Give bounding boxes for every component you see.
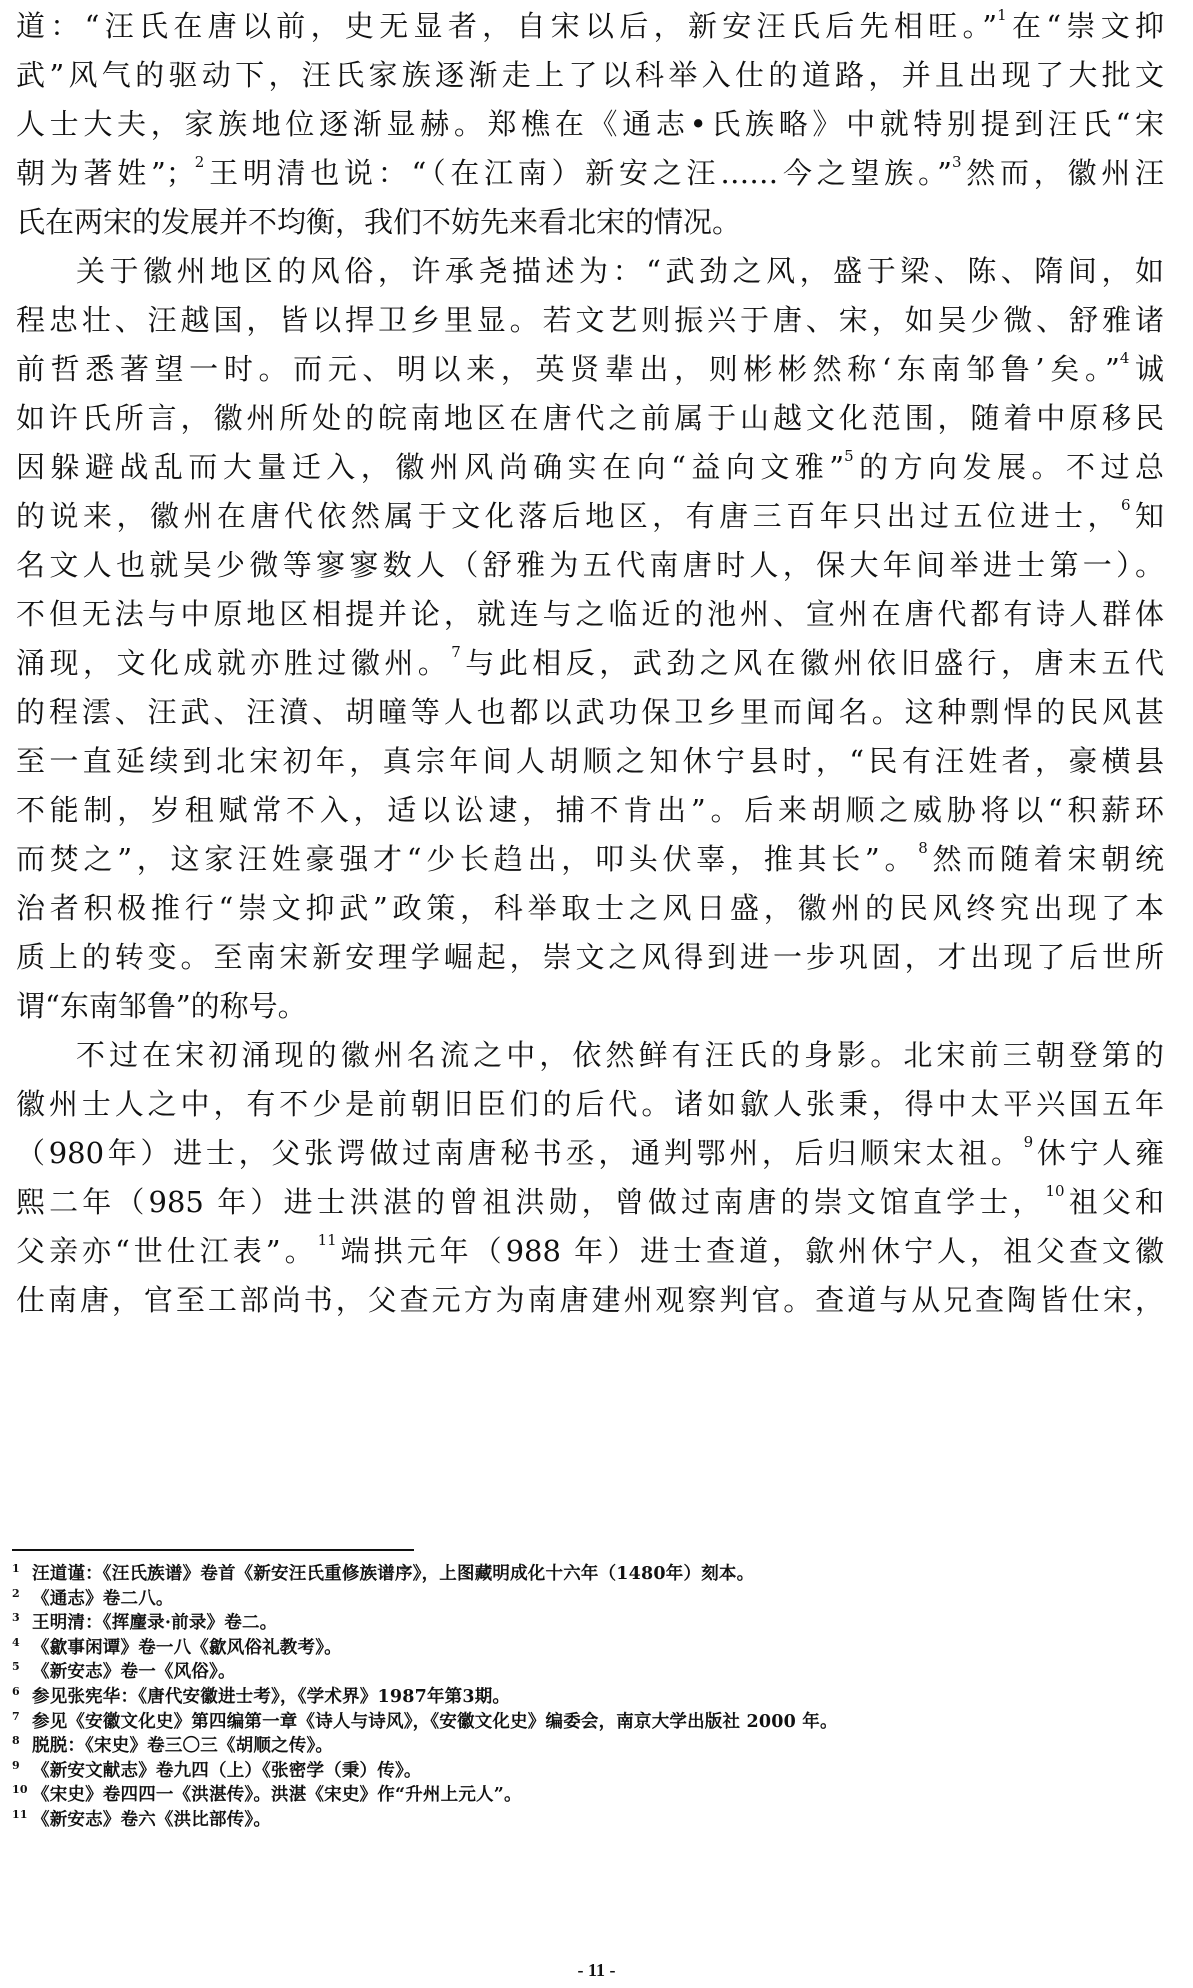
line-text: 祖父和 (1064, 1185, 1164, 1219)
body-line (16, 447, 1164, 496)
footnote-text: 王明清：《挥麈录·前录》卷二。 (32, 1613, 278, 1634)
footnote-number: 3 (12, 1611, 20, 1625)
line-text: 道：“汪氏在唐以前，史无显者，自宋以后，新安汪氏后先相旺。” (16, 9, 998, 43)
footnote-text: 参见张宪华：《唐代安徽进士考》，《学术界》1987年第3期。 (32, 1686, 511, 1707)
body-line (16, 1231, 1164, 1280)
body-line (16, 1280, 1164, 1329)
footnote-text: 《宋史》卷四四一《洪湛传》。洪湛《宋史》作“升州上元人”。 (32, 1785, 522, 1806)
footnote-ref[interactable]: 1 (997, 6, 1007, 24)
line-text: 与此相反，武劲之风在徽州依旧盛行，唐末五代 (460, 646, 1164, 680)
footnote-ref[interactable]: 11 (317, 1231, 337, 1249)
line-text: 朝为著姓”； (16, 156, 195, 190)
body-line (16, 1133, 1164, 1182)
body-line (16, 986, 1164, 1035)
body-text (16, 6, 1164, 1329)
footnote-number: 9 (12, 1758, 20, 1772)
line-text: 王明清也说：“（在江南）新安之汪……今之望族。” (204, 156, 953, 190)
body-line (16, 1035, 1164, 1084)
body-line (16, 839, 1164, 888)
line-text: 因躲避战乱而大量迁入，徽州风尚确实在向“益向文雅” (16, 450, 845, 484)
line-text: 至一直延续到北宋初年，真宗年间人胡顺之知休宁县时，“民有汪姓者，豪横县 (16, 744, 1164, 778)
line-text: 质上的转变。至南宋新安理学崛起，崇文之风得到进一步巩固，才出现了后世所 (16, 940, 1164, 974)
line-text: 氏在两宋的发展并不均衡，我们不妨先来看北宋的情况。 (16, 205, 742, 239)
footnote-number: 1 (12, 1562, 20, 1575)
line-text: 不过在宋初涌现的徽州名流之中，依然鲜有汪氏的身影。北宋前三朝登第的 (76, 1038, 1164, 1072)
line-text: 谓“东南邹鲁”的称号。 (16, 989, 307, 1023)
footnotes (12, 1562, 1172, 1833)
line-text: 的说来，徽州在唐代依然属于文化落后地区，有唐三百年只出过五位进士， (16, 499, 1121, 533)
footnote-text: 脱脱：《宋史》卷三〇三《胡顺之传》。 (32, 1736, 334, 1757)
body-line (16, 104, 1164, 153)
line-text: 武”风气的驱动下，汪氏家族逐渐走上了以科举入仕的道路，并且出现了大批文 (16, 58, 1164, 92)
footnote (12, 1734, 1172, 1759)
body-line (16, 153, 1164, 202)
body-line (16, 398, 1164, 447)
footnote-number: 11 (12, 1807, 28, 1821)
footnote (12, 1587, 1172, 1612)
page-number: - 11 - (577, 1960, 616, 1980)
footnote (12, 1660, 1172, 1685)
footnote-ref[interactable]: 3 (952, 153, 962, 171)
footnote-ref[interactable]: 4 (1119, 349, 1130, 367)
footnote-number: 5 (12, 1660, 20, 1674)
line-text: 休宁人雍 (1033, 1136, 1164, 1170)
footnote-text: 汪道谨：《汪氏族谱》卷首《新安汪氏重修族谱序》，上图藏明成化十六年（1480年）刻本。 (32, 1564, 755, 1584)
line-text: 名文人也就吴少微等寥寥数人（舒雅为五代南唐时人，保大年间举进士第一）。 (16, 548, 1164, 582)
line-text: 的程澐、汪武、汪濆、胡曈等人也都以武功保卫乡里而闻名。这种剽悍的民风甚 (16, 695, 1164, 729)
line-text: 如许氏所言，徽州所处的皖南地区在唐代之前属于山越文化范围，随着中原移民 (16, 401, 1164, 435)
footnote (12, 1710, 1172, 1735)
footnote-number: 10 (12, 1783, 28, 1797)
footnote-text: 《歙事闲谭》卷一八《歙风俗礼教考》。 (32, 1637, 342, 1658)
footnote-divider (12, 1549, 414, 1551)
body-line (16, 888, 1164, 937)
body-line (16, 741, 1164, 790)
footnote-text: 《通志》卷二八。 (32, 1588, 174, 1609)
line-text: 程忠壮、汪越国，皆以捍卫乡里显。若文艺则振兴于唐、宋，如吴少微、舒雅诸 (16, 303, 1164, 337)
body-line (16, 594, 1164, 643)
footnote-number: 4 (12, 1635, 20, 1649)
line-text: 而焚之”，这家汪姓豪强才“少长趋出，叩头伏辜，推其长”。 (16, 842, 919, 876)
line-text: 知 (1130, 499, 1164, 533)
line-text: 人士大夫，家族地位逐渐显赫。郑樵在《通志•氏族略》中就特别提到汪氏“宋 (16, 107, 1164, 141)
footnote-text: 《新安志》卷一《风俗》。 (32, 1662, 236, 1683)
footnote-text: 参见《安徽文化史》第四编第一章《诗人与诗风》，《安徽文化史》编委会，南京大学出版社 2000 年。 (32, 1711, 838, 1732)
line-text: 然而，徽州汪 (961, 156, 1165, 190)
body-line (16, 545, 1164, 594)
line-text: 前哲悉著望一时。而元、明以来，英贤辈出，则彬彬然称‘东南邹鲁’矣。” (16, 352, 1120, 386)
footnote-number: 6 (12, 1684, 20, 1698)
line-text: 父亲亦“世仕江表”。 (16, 1234, 318, 1268)
body-line (16, 6, 1164, 55)
footnote-ref[interactable]: 9 (1023, 1133, 1034, 1151)
line-text: 诚 (1129, 352, 1164, 386)
line-text: 关于徽州地区的风俗，许承尧描述为：“武劲之风，盛于梁、陈、隋间，如 (76, 254, 1164, 288)
body-line (16, 55, 1164, 104)
body-line (16, 643, 1164, 692)
footnote-number: 7 (12, 1709, 20, 1723)
footnote-text: 《新安志》卷六《洪比部传》。 (32, 1809, 272, 1830)
footnote (12, 1562, 1172, 1587)
line-text: 涌现，文化成就亦胜过徽州。 (16, 646, 452, 680)
line-text: 端拱元年（988 年）进士查道，歙州休宁人，祖父查文徽 (336, 1234, 1164, 1268)
body-line (16, 937, 1164, 986)
footnote-ref[interactable]: 7 (451, 643, 461, 661)
body-line (16, 1084, 1164, 1133)
footnote (12, 1611, 1172, 1636)
line-text: 然而随着宋朝统 (927, 842, 1164, 876)
line-text: 治者积极推行“崇文抑武”政策，科举取士之风日盛，徽州的民风终究出现了本 (16, 891, 1164, 925)
body-line (16, 692, 1164, 741)
body-line (16, 251, 1164, 300)
line-text: （980年）进士，父张谔做过南唐秘书丞，通判鄂州，后归顺宋太祖。 (16, 1136, 1024, 1170)
body-line (16, 202, 1164, 251)
footnote-number: 2 (12, 1586, 20, 1600)
footnote (12, 1759, 1172, 1784)
body-line (16, 496, 1164, 545)
footnote-ref[interactable]: 6 (1120, 496, 1131, 514)
footnote-number: 8 (12, 1734, 20, 1748)
line-text: 徽州士人之中，有不少是前朝旧臣们的后代。诸如歙人张秉，得中太平兴国五年 (16, 1087, 1164, 1121)
footnote-ref[interactable]: 10 (1045, 1182, 1065, 1200)
body-line (16, 790, 1164, 839)
footnote (12, 1783, 1172, 1808)
footnote (12, 1685, 1172, 1710)
line-text: 不能制，岁租赋常不入，适以讼逮，捕不肯出”。后来胡顺之威胁将以“积薪环 (16, 793, 1164, 827)
footnote-ref[interactable]: 8 (918, 839, 928, 857)
line-text: 仕南唐，官至工部尚书，父查元方为南唐建州观察判官。查道与从兄查陶皆仕宋， (16, 1283, 1164, 1317)
footnote-ref[interactable]: 2 (194, 153, 205, 171)
body-line (16, 1182, 1164, 1231)
body-line (16, 349, 1164, 398)
body-line (16, 300, 1164, 349)
footnote (12, 1808, 1172, 1833)
line-text: 不但无法与中原地区相提并论，就连与之临近的池州、宣州在唐代都有诗人群体 (16, 597, 1164, 631)
footnote-ref[interactable]: 5 (844, 447, 854, 465)
footnote (12, 1636, 1172, 1661)
line-text: 熙二年（985 年）进士洪湛的曾祖洪勋，曾做过南唐的崇文馆直学士， (16, 1185, 1046, 1219)
line-text: 的方向发展。不过总 (853, 450, 1164, 484)
footnote-text: 《新安文献志》卷九四（上）《张密学（秉）传》。 (32, 1760, 422, 1781)
line-text: 在“崇文抑 (1006, 9, 1165, 43)
